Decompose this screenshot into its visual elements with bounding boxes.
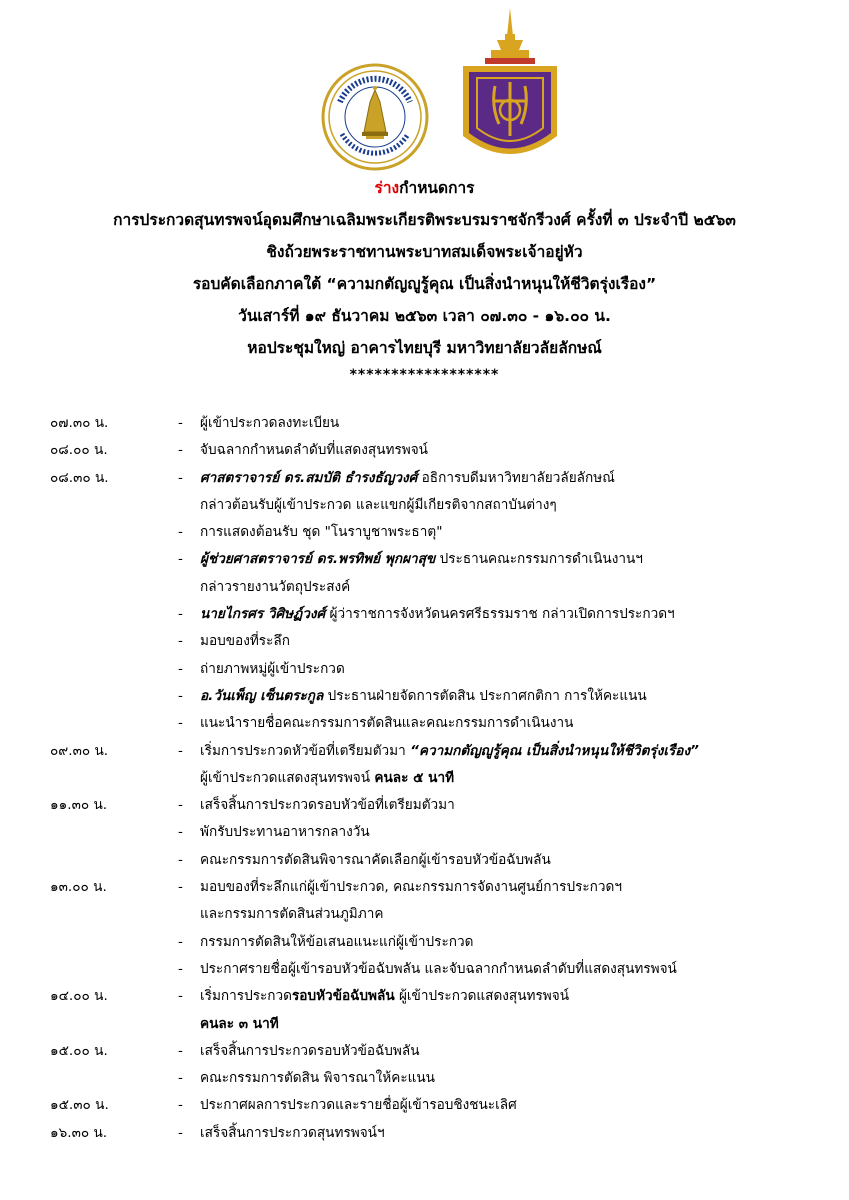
- schedule-text-emphasis: คนละ ๕ นาที: [374, 769, 455, 786]
- schedule-text: [200, 519, 442, 546]
- schedule-text: [200, 628, 290, 655]
- schedule-bullet: -: [178, 1124, 183, 1141]
- event-venue: หอประชุมใหญ่ อาคารไทยบุรี มหาวิทยาลัยวลัยลักษณ์: [247, 339, 602, 357]
- schedule-time: ๐๘.๓๐ น.: [50, 469, 109, 486]
- schedule-bullet: -: [178, 524, 183, 541]
- event-date-time: วันเสาร์ที่ ๑๙ ธันวาคม ๒๕๖๓ เวลา ๐๗.๓๐ - ๑๖.๐๐ น.: [238, 307, 611, 325]
- schedule-row: [0, 819, 849, 846]
- schedule-text-part: ผู้เข้าประกวดแสดงสุนทรพจน์: [394, 988, 570, 1005]
- schedule-text-part: เริ่มการประกวดหัวข้อที่เตรียมตัวมา: [200, 742, 411, 759]
- round-topic: รอบคัดเลือกภาคใต้ “ความกตัญญูรู้คุณ เป็นสิ่งนำหนุนให้ชีวิตรุ่งเรือง”: [192, 275, 657, 293]
- schedule-text: [200, 656, 345, 683]
- schedule-text: [200, 710, 573, 737]
- schedule-text: [200, 683, 647, 710]
- schedule-text-part: ประธานฝ่ายจัดการตัดสิน ประกาศกติกา การให้คะแนน: [323, 687, 647, 704]
- schedule-text-part: ประกาศรายชื่อผู้เข้ารอบหัวข้อฉับพลัน และจับฉลากกำหนดลำดับที่แสดงสุนทรพจน์: [200, 960, 677, 977]
- schedule-row: [0, 792, 849, 819]
- schedule-bullet: -: [178, 742, 183, 759]
- schedule-row: [0, 874, 849, 901]
- title-text: กำหนดการ: [399, 179, 475, 197]
- schedule-text-part: ผู้ว่าราชการจังหวัดนครศรีธรรมราช กล่าวเปิดการประกวดฯ: [325, 606, 675, 623]
- schedule-text-part: เสร็จสิ้นการประกวดรอบหัวข้อที่เตรียมตัวมา: [200, 797, 455, 814]
- schedule-text: [200, 1120, 385, 1147]
- trophy-line: ชิงถ้วยพระราชทานพระบาทสมเด็จพระเจ้าอยู่หัว: [266, 243, 583, 261]
- schedule-text-part: เสร็จสิ้นการประกวดรอบหัวข้อฉับพลัน: [200, 1042, 420, 1059]
- schedule-text-part: มอบของที่ระลึกแก่ผู้เข้าประกวด, คณะกรรมการจัดงานศูนย์การประกวดฯ: [200, 879, 622, 896]
- schedule-text-part: คณะกรรมการตัดสิน พิจารณาให้คะแนน: [200, 1070, 435, 1087]
- schedule-text-part: และกรรมการตัดสินส่วนภูมิภาค: [200, 906, 384, 923]
- schedule-row: [0, 1011, 849, 1038]
- schedule-row: [0, 929, 849, 956]
- schedule-bullet: -: [178, 851, 183, 868]
- schedule-row: [0, 519, 849, 546]
- schedule-bullet: -: [178, 879, 183, 896]
- schedule-bullet: -: [178, 606, 183, 623]
- schedule-text-part: ประกาศผลการประกวดและรายชื่อผู้เข้ารอบชิงชนะเลิศ: [200, 1097, 517, 1114]
- schedule-bullet: -: [178, 469, 183, 486]
- schedule-text: [200, 1038, 420, 1065]
- schedule-row: [0, 710, 849, 737]
- schedule-text-part: คณะกรรมการตัดสินพิจารณาคัดเลือกผู้เข้ารอบหัวข้อฉับพลัน: [200, 851, 551, 868]
- schedule-bullet: -: [178, 633, 183, 650]
- schedule-text: [200, 492, 557, 519]
- schedule-row: [0, 847, 849, 874]
- schedule-time: ๐๘.๐๐ น.: [50, 442, 108, 459]
- schedule-text-emphasis: นายไกรศร วิศิษฏ์วงศ์: [200, 606, 326, 623]
- schedule-text: [200, 410, 339, 437]
- schedule-text: [200, 1065, 435, 1092]
- document-title: [0, 172, 849, 204]
- schedule-row: [0, 1120, 849, 1147]
- schedule-row: [0, 437, 849, 464]
- schedule-text: [200, 601, 675, 628]
- schedule-text: [200, 1092, 517, 1119]
- schedule-row: [0, 410, 849, 437]
- university-crest-logo: [455, 6, 565, 172]
- schedule-text-emphasis: ศาสตราจารย์ ดร.สมบัติ ธำรงธัญวงศ์: [200, 469, 418, 486]
- schedule-row: [0, 1038, 849, 1065]
- schedule-text: [200, 738, 699, 765]
- schedule-text-part: เริ่มการประกวด: [200, 988, 292, 1005]
- schedule-row: [0, 738, 849, 765]
- schedule-row: [0, 656, 849, 683]
- schedule-text: [200, 874, 622, 901]
- schedule-bullet: -: [178, 415, 183, 431]
- schedule-row: [0, 983, 849, 1010]
- schedule-row: [0, 601, 849, 628]
- schedule-time: ๑๕.๐๐ น.: [50, 1042, 108, 1059]
- schedule-row: [0, 1065, 849, 1092]
- schedule-text: [200, 465, 615, 492]
- schedule-row: [0, 465, 849, 492]
- schedule-text-part: อธิการบดีมหาวิทยาลัยวลัยลักษณ์: [417, 469, 615, 486]
- schedule-row: [0, 901, 849, 928]
- schedule-bullet: -: [178, 960, 183, 977]
- schedule-text: [200, 765, 454, 792]
- schedule-bullet: -: [178, 797, 183, 814]
- schedule-bullet: -: [178, 551, 183, 568]
- schedule-bullet: -: [178, 442, 183, 459]
- schedule-text: [200, 983, 569, 1010]
- schedule-row: [0, 683, 849, 710]
- schedule-row: [0, 956, 849, 983]
- schedule-text-part: การแสดงต้อนรับ ชุด "โนราบูชาพระธาตุ": [200, 524, 443, 541]
- schedule-text-emphasis: ผู้ช่วยศาสตราจารย์ ดร.พรทิพย์ พุกผาสุข: [200, 551, 436, 568]
- schedule-row: [0, 546, 849, 573]
- schedule-text-part: ถ่ายภาพหมู่ผู้เข้าประกวด: [200, 660, 345, 677]
- schedule-bullet: -: [178, 988, 183, 1005]
- schedule-text-emphasis: คนละ ๓ นาที: [200, 1015, 279, 1032]
- alumni-association-seal-logo: [320, 62, 430, 172]
- schedule-bullet: -: [178, 933, 183, 950]
- event-name: การประกวดสุนทรพจน์อุดมศึกษาเฉลิมพระเกียรติพระบรมราชจักรีวงศ์ ครั้งที่ ๓ ประจำปี ๒๕๖๓: [113, 211, 736, 229]
- schedule-row: [0, 628, 849, 655]
- schedule-text: [200, 1011, 279, 1038]
- schedule-row: [0, 1092, 849, 1119]
- schedule-text: [200, 437, 428, 464]
- schedule-time: ๐๗.๓๐ น.: [50, 415, 109, 431]
- draft-label: ร่าง: [374, 179, 400, 197]
- document-header: [0, 172, 849, 386]
- schedule-bullet: -: [178, 1042, 183, 1059]
- schedule-text-part: จับฉลากกำหนดลำดับที่แสดงสุนทรพจน์: [200, 442, 428, 459]
- schedule-text: [200, 847, 551, 874]
- schedule-text-part: เสร็จสิ้นการประกวดสุนทรพจน์ฯ: [200, 1124, 385, 1141]
- schedule-text: [200, 956, 677, 983]
- schedule-text-part: แนะนำรายชื่อคณะกรรมการตัดสินและคณะกรรมการดำเนินงาน: [200, 715, 574, 732]
- schedule-text: [200, 901, 383, 928]
- schedule-text: [200, 792, 455, 819]
- schedule-list: [0, 410, 849, 1147]
- schedule-row: [0, 574, 849, 601]
- schedule-bullet: -: [178, 1070, 183, 1087]
- schedule-text-part: ผู้เข้าประกวดแสดงสุนทรพจน์: [200, 769, 375, 786]
- schedule-time: ๐๙.๓๐ น.: [50, 742, 109, 759]
- schedule-text: [200, 819, 370, 846]
- schedule-row: [0, 492, 849, 519]
- schedule-time: ๑๕.๓๐ น.: [50, 1097, 109, 1114]
- schedule-text-emphasis: อ.วันเพ็ญ เซ็นตระกูล: [200, 687, 324, 704]
- separator-stars: ******************: [349, 367, 500, 383]
- schedule-bullet: -: [178, 660, 183, 677]
- schedule-time: ๑๑.๓๐ น.: [50, 797, 108, 814]
- schedule-bullet: -: [178, 824, 183, 841]
- schedule-bullet: -: [178, 687, 183, 704]
- schedule-text-part: กล่าวต้อนรับผู้เข้าประกวด และแขกผู้มีเกียรติจากสถาบันต่างๆ: [200, 496, 557, 513]
- schedule-text-emphasis: “ความกตัญญูรู้คุณ เป็นสิ่งนำหนุนให้ชีวิตรุ่งเรือง”: [410, 742, 699, 759]
- schedule-text-part: กล่าวรายงานวัตถุประสงค์: [200, 578, 351, 595]
- schedule-text: [200, 574, 350, 601]
- schedule-text-part: กรรมการตัดสินให้ข้อเสนอแนะแก่ผู้เข้าประกวด: [200, 933, 474, 950]
- schedule-bullet: -: [178, 715, 183, 732]
- schedule-row: [0, 765, 849, 792]
- header-logos: [0, 6, 849, 166]
- schedule-bullet: -: [178, 1097, 183, 1114]
- schedule-time: ๑๔.๐๐ น.: [50, 988, 108, 1005]
- schedule-text-part: มอบของที่ระลึก: [200, 633, 290, 650]
- schedule-text: [200, 929, 473, 956]
- schedule-text-part: พักรับประทานอาหารกลางวัน: [200, 824, 370, 841]
- schedule-text: [200, 546, 643, 573]
- schedule-time: ๑๓.๐๐ น.: [50, 879, 107, 896]
- schedule-time: ๑๖.๓๐ น.: [50, 1124, 108, 1141]
- schedule-text-part: ประธานคณะกรรมการดำเนินงานฯ: [435, 551, 643, 568]
- schedule-text-emphasis: รอบหัวข้อฉับพลัน: [292, 988, 395, 1005]
- schedule-text-part: ผู้เข้าประกวดลงทะเบียน: [200, 415, 340, 431]
